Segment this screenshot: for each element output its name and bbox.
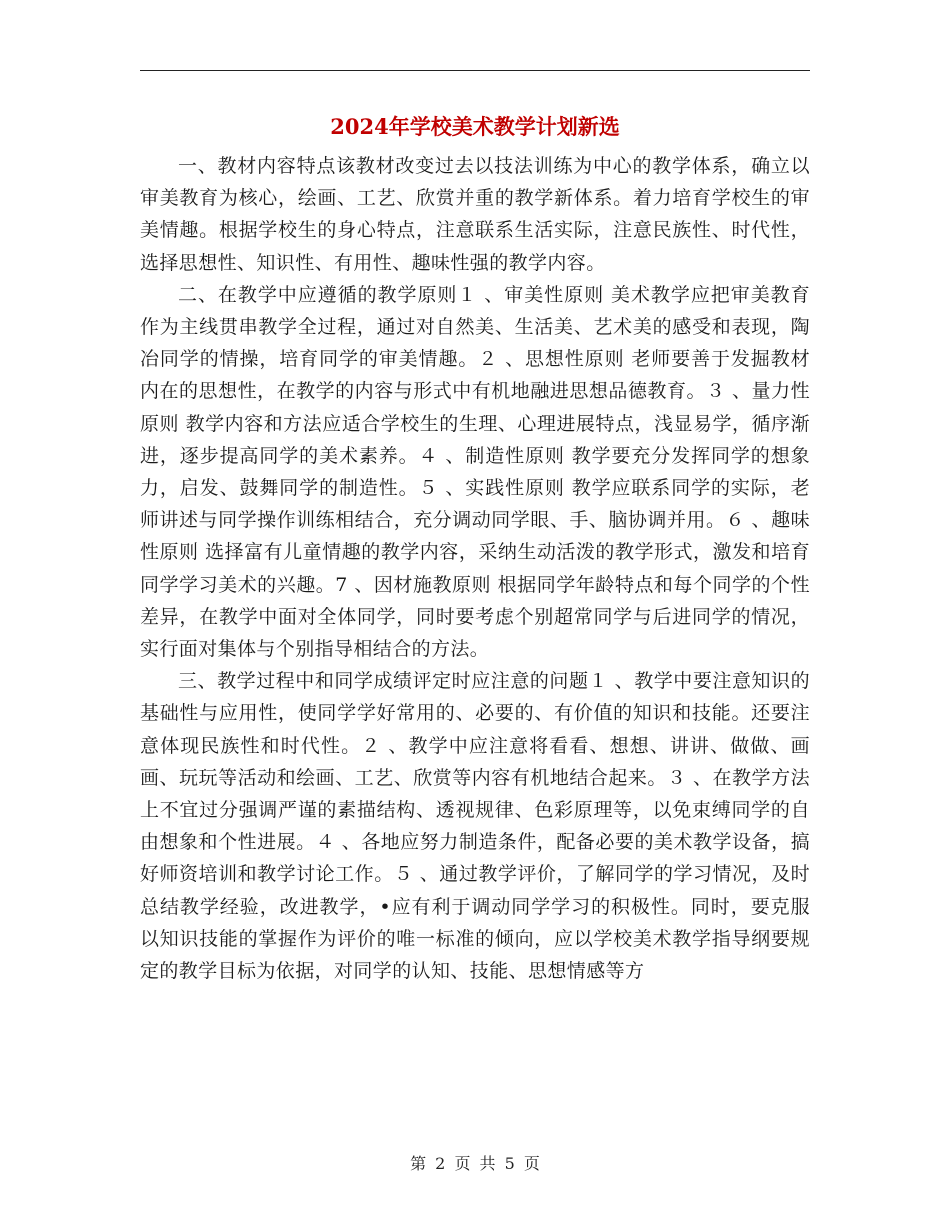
paragraph-evaluation-issues: 三、教学过程中和同学成绩评定时应注意的问题１ 、教学中要注意知识的基础性与应用性，使同学学好常用的、必要的、有价值的知识和技能。还要注意体现民族性和时代性。２ 、教学中应注意将看看、想想、讲讲、做做、画画、玩玩等活动和绘画、工艺、欣赏等内容有机地结合起来。３ 、在教学方法上不宜过分强调严谨的素描结构、透视规律、色彩原理等，以免束缚同学的自由想象和个性进展。４ 、各地应努力制造条件，配备必要的美术教学设备，搞好师资培训和教学讨论工作。５ 、通过教学评价，了解同学的学习情况，及时总结教学经验，改进教学，•应有利于调动同学学习的积极性。同时，要克服以知识技能的掌握作为评价的唯一标准的倾向，应以学校美术教学指导纲要规定的教学目标为依据，对同学的认知、技能、思想情感等方 [140,670,810,983]
document-body [140,150,810,987]
paragraph-textbook-features: 一、教材内容特点该教材改变过去以技法训练为中心的教学体系，确立以审美教育为核心，绘画、工艺、欣赏并重的教学新体系。着力培育学校生的审美情趣。根据学校生的身心特点，注意联系生活实际，注意民族性、时代性，选择思想性、知识性、有用性、趣味性强的教学内容。 [140,155,810,274]
header-rule [140,70,810,71]
document-title: 2024年学校美术教学计划新选 [330,114,620,139]
paragraph-teaching-principles: 二、在教学中应遵循的教学原则１ 、审美性原则 美术教学应把审美教育作为主线贯串教学全过程，通过对自然美、生活美、艺术美的感受和表现，陶冶同学的情操，培育同学的审美情趣。２ 、思想性原则 老师要善于发掘教材内在的思想性，在教学的内容与形式中有机地融进思想品德教育。３ 、量力性原则 教学内容和方法应适合学校生的生理、心理进展特点，浅显易学，循序渐进，逐步提高同学的美术素养。４ 、制造性原则 教学要充分发挥同学的想象力，启发、鼓舞同学的制造性。５ 、实践性原则 教学应联系同学的实际，老师讲述与同学操作训练相结合，充分调动同学眼、手、脑协调并用。６ 、趣味性原则 选择富有儿童情趣的教学内容，采纳生动活泼的教学形式，激发和培育同学学习美术的兴趣。7 、因材施教原则 根据同学年龄特点和每个同学的个性差异，在教学中面对全体同学，同时要考虑个别超常同学与后进同学的情况，实行面对集体与个别指导相结合的方法。 [140,283,810,661]
page-number: 第 2 页 共 5 页 [410,1154,540,1173]
